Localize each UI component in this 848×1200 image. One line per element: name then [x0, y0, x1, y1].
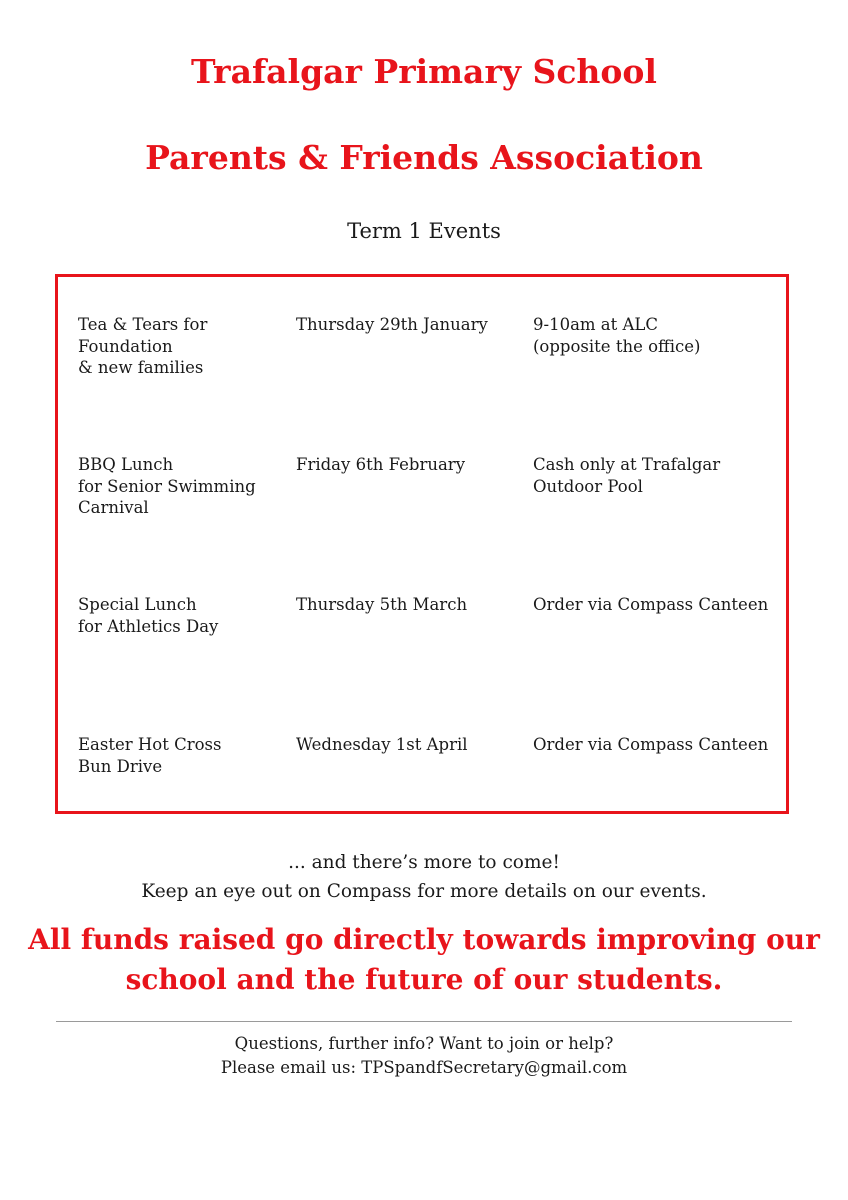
contact-line-1: Questions, further info? Want to join or help?	[234, 1034, 614, 1053]
term-events-subtitle: Term 1 Events	[347, 219, 501, 243]
funds-line-2: school and the future of our students.	[125, 963, 723, 996]
event-date: Wednesday 1st April	[296, 735, 468, 754]
event-date: Thursday 29th January	[296, 315, 488, 334]
event-row	[58, 314, 786, 434]
association-name-title: Parents & Friends Association	[145, 138, 703, 177]
event-row	[58, 454, 786, 574]
footer-divider	[56, 1021, 792, 1022]
contact-email-line: Please email us: TPSpandfSecretary@gmail.com	[220, 1058, 628, 1077]
contact-info	[0, 1032, 848, 1080]
event-location: Order via Compass Canteen	[533, 735, 769, 754]
event-row	[58, 594, 786, 714]
event-row	[58, 734, 786, 854]
event-name: BBQ Lunch for Senior Swimming Carnival	[78, 455, 256, 517]
event-name: Special Lunch for Athletics Day	[78, 595, 219, 636]
event-location: Cash only at Trafalgar Outdoor Pool	[533, 455, 721, 496]
event-location: Order via Compass Canteen	[533, 595, 769, 614]
event-date: Thursday 5th March	[296, 595, 468, 614]
funds-statement	[0, 920, 848, 1000]
school-name-title: Trafalgar Primary School	[191, 52, 657, 91]
event-name: Tea & Tears for Foundation & new families	[78, 315, 208, 377]
events-box	[55, 274, 789, 814]
event-date: Friday 6th February	[296, 455, 466, 474]
more-line-2: Keep an eye out on Compass for more details on our events.	[141, 881, 707, 902]
event-location: 9-10am at ALC (opposite the office)	[533, 315, 701, 356]
funds-line-1: All funds raised go directly towards improving our	[28, 923, 820, 956]
more-to-come-text	[0, 848, 848, 906]
more-line-1: ... and there’s more to come!	[288, 852, 560, 873]
event-name: Easter Hot Cross Bun Drive	[78, 735, 222, 776]
